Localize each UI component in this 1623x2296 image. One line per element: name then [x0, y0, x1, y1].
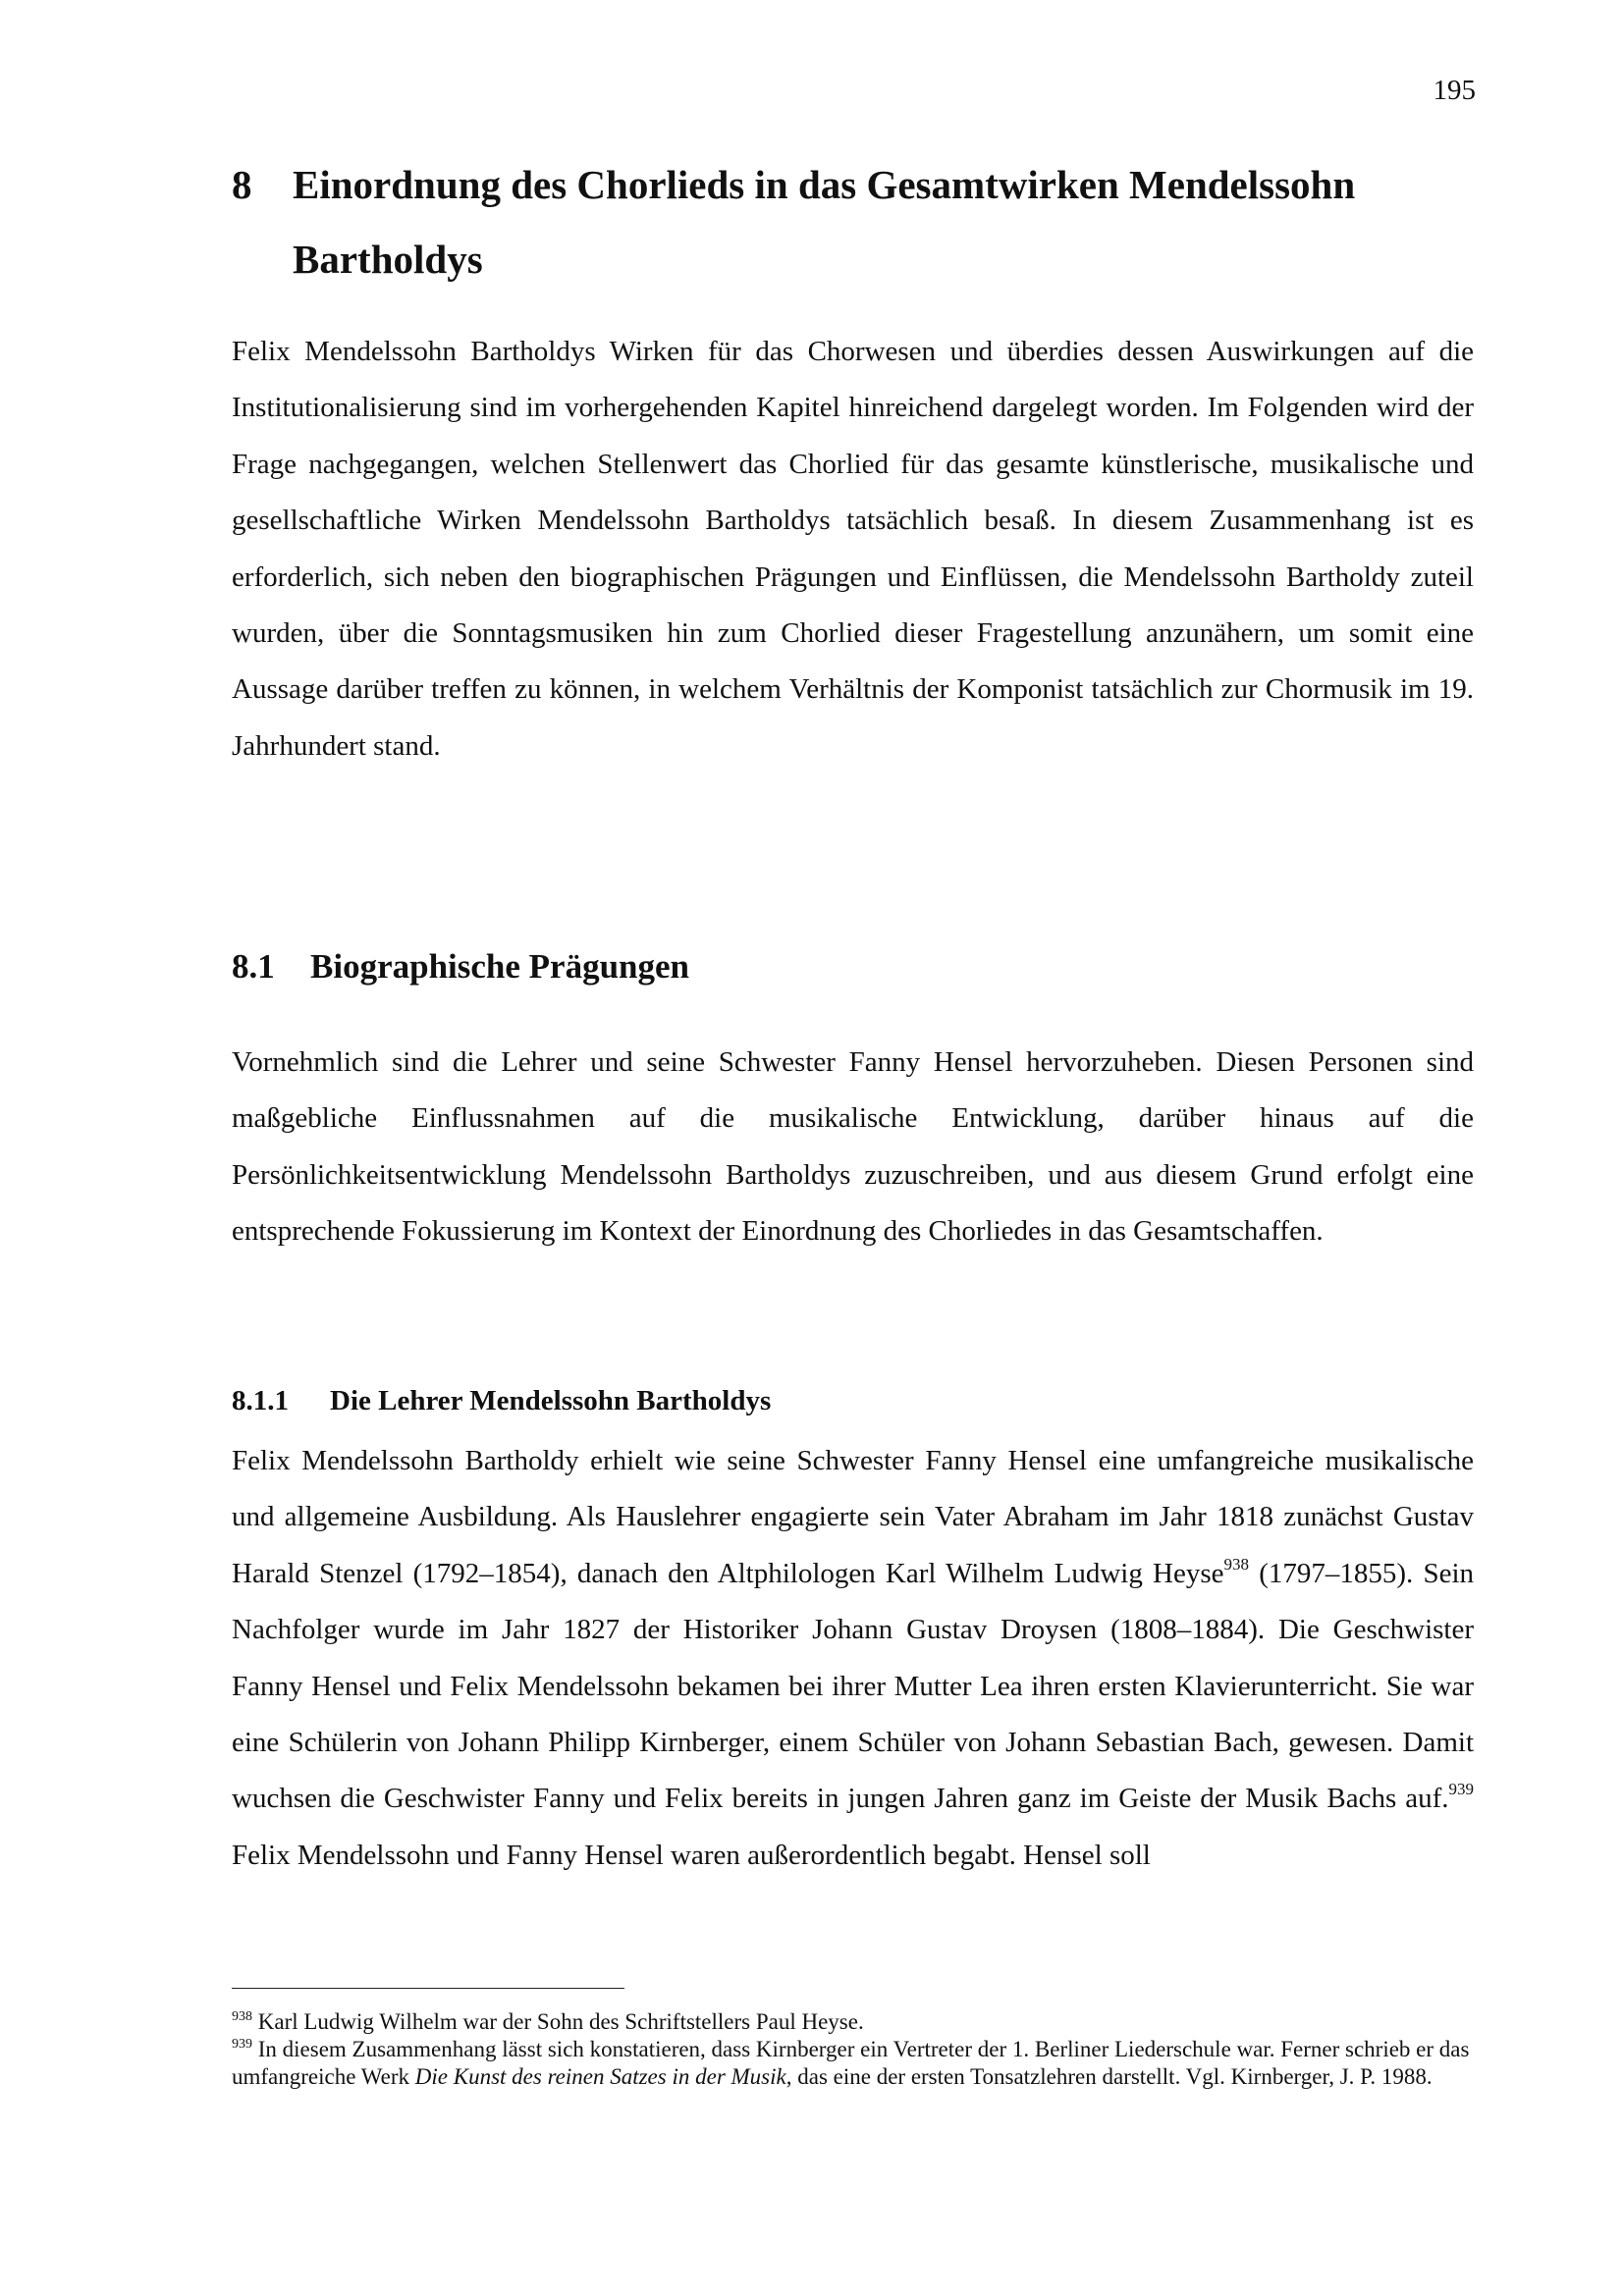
subsection-text-part2: (1797–1855). Sein Nachfolger wurde im Jahr 1827 der Historiker Johann Gustav Droysen (1808–1884). Die Geschwister Fanny Hensel und Felix Mendelssohn bekamen bei ihrer Mutter Lea ihren ersten Klavierunterricht. Sie war eine Schülerin von Johann Philipp Kirnberger, einem Schüler von Johann Sebastian Bach, gewesen. Damit wuchsen die Geschwister Fanny und Felix bereits in jungen Jahren ganz im Geiste der Musik Bachs auf. — [232, 1557, 1474, 1815]
footnote-ref-938[interactable]: 938 — [1223, 1554, 1249, 1574]
section-number: 8.1 — [232, 947, 275, 986]
footnote-divider — [232, 1988, 624, 1989]
subsection-title: Die Lehrer Mendelssohn Bartholdys — [330, 1385, 772, 1416]
intro-paragraph: Felix Mendelssohn Bartholdys Wirken für das Chorwesen und überdies dessen Auswirkungen auf die Institutionalisierung sind im vorhergehenden Kapitel hinreichend dargelegt worden. Im Folgenden wird der Frage nachgegangen, welchen Stellenwert das Chorlied für das gesamte künstlerische, musikalische und gesellschaftliche Wirken Mendelssohn Bartholdys tatsächlich besaß. In diesem Zusammenhang ist es erforderlich, sich neben den biographischen Prägungen und Einflüssen, die Mendelssohn Bartholdy zuteil wurden, über die Sonntagsmusiken hin zum Chorlied dieser Fragestellung anzunähern, um somit eine Aussage darüber treffen zu können, in welchem Verhältnis der Komponist tatsächlich zur Chormusik im 19. Jahrhundert stand. — [232, 336, 1474, 762]
footnote-text-939-a: In diesem Zusammenhang lässt sich konstatieren, dass Kirnberger ein Vertreter der 1. Berliner Liederschule war. Ferner schrieb er das umfangreiche Werk — [232, 2037, 1470, 2089]
footnote-text-938: Karl Ludwig Wilhelm war der Sohn des Schriftstellers Paul Heyse. — [252, 2009, 864, 2034]
subsection-text-part3: Felix Mendelssohn und Fanny Hensel waren außerordentlich begabt. Hensel soll — [232, 1839, 1151, 1871]
chapter-title: Einordnung des Chorlieds in das Gesamtwirken Mendelssohn Bartholdys — [293, 162, 1356, 282]
footnote-ref-939[interactable]: 939 — [1448, 1780, 1474, 1799]
footnote-marker-939: 939 — [232, 2037, 252, 2052]
subsection-paragraph — [232, 1433, 1474, 1884]
footnote-939 — [232, 2036, 1474, 2091]
subsection-heading — [232, 1384, 771, 1418]
section-paragraph: Vornehmlich sind die Lehrer und seine Schwester Fanny Hensel hervorzuheben. Diesen Personen sind maßgebliche Einflussnahmen auf die musikalische Entwicklung, darüber hinaus auf die Persönlichkeitsentwicklung Mendelssohn Bartholdys zuzuschreiben, und aus diesem Grund erfolgt eine entsprechende Fokussierung im Kontext der Einordnung des Chorliedes in das Gesamtschaffen. — [232, 1046, 1474, 1248]
footnote-work-title: Die Kunst des reinen Satzes in der Musik — [414, 2064, 786, 2089]
subsection-number: 8.1.1 — [232, 1385, 289, 1416]
chapter-heading — [232, 147, 1474, 296]
footnote-938 — [232, 2008, 1474, 2036]
chapter-number: 8 — [232, 162, 252, 207]
section-heading — [232, 946, 689, 988]
subsection-text-part1: Felix Mendelssohn Bartholdy erhielt wie seine Schwester Fanny Hensel eine umfangreiche musikalische und allgemeine Ausbildung. Als Hauslehrer engagierte sein Vater Abraham im Jahr 1818 zunächst Gustav Harald Stenzel (1792–1854), danach den Altphilologen Karl Wilhelm Ludwig Heyse — [232, 1445, 1474, 1589]
footnote-marker-938: 938 — [232, 2009, 252, 2024]
footnotes — [232, 2008, 1474, 2091]
section-title: Biographische Prägungen — [310, 947, 690, 986]
footnote-text-939-b: , das eine der ersten Tonsatzlehren darstellt. Vgl. Kirnberger, J. P. 1988. — [785, 2064, 1433, 2089]
page-number: 195 — [1433, 75, 1476, 106]
